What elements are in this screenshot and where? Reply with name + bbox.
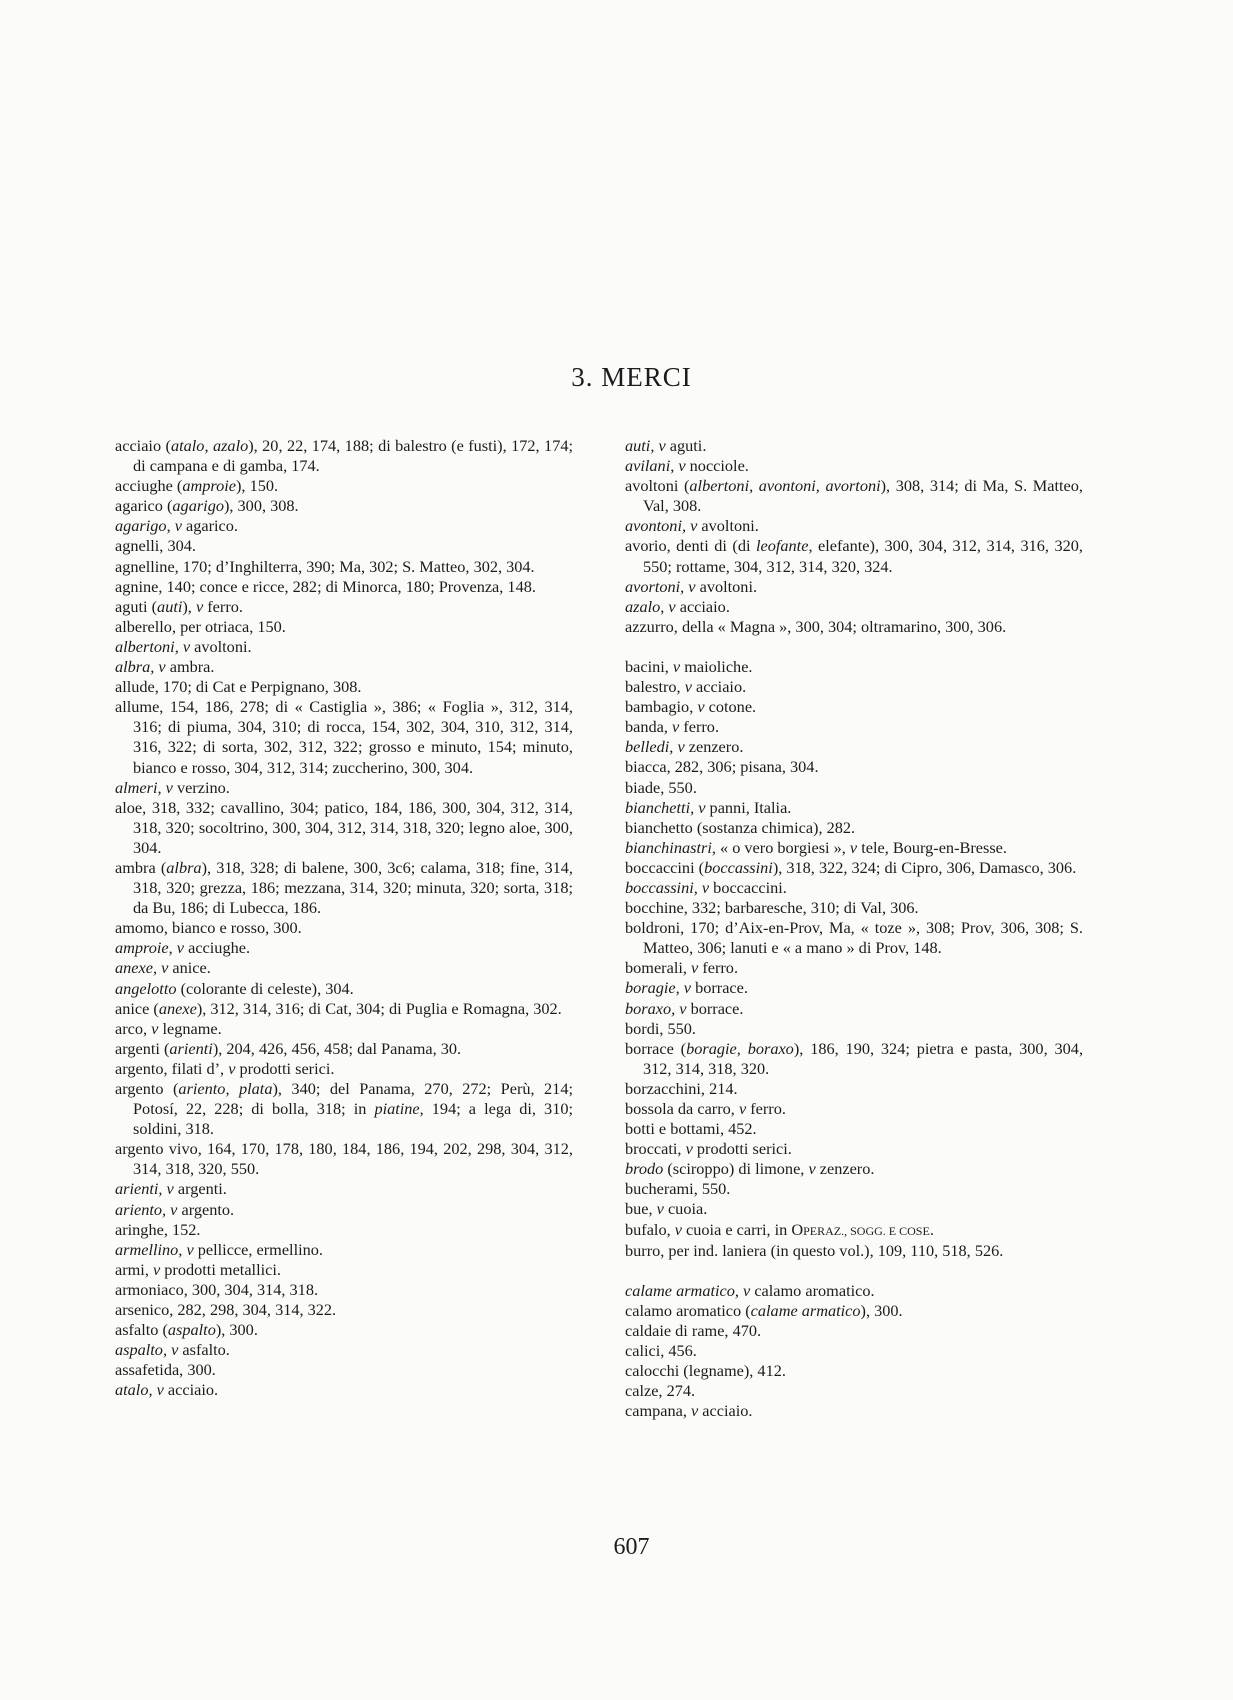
index-entry: biacca, 282, 306; pisana, 304. — [625, 757, 819, 777]
index-entry: arco, v legname. — [115, 1018, 222, 1038]
index-entry: calze, 274. — [625, 1381, 696, 1401]
index-entry: bocchine, 332; barbaresche, 310; di Val, 306. — [625, 898, 919, 918]
index-entry: almeri, v verzino. — [115, 777, 230, 797]
index-entry: argento, filati d’, v prodotti serici. — [115, 1058, 335, 1078]
index-entry: burro, per ind. laniera (in questo vol.), 109, 110, 518, 526. — [625, 1240, 1004, 1260]
index-entry: agnelline, 170; d’Inghilterra, 390; Ma, 302; S. Matteo, 302, 304. — [115, 556, 535, 576]
index-entry: caldaie di rame, 470. — [625, 1320, 762, 1340]
page-number: 607 — [613, 1534, 650, 1560]
index-entry: botti e bottami, 452. — [625, 1119, 757, 1139]
index-entry: allude, 170; di Cat e Perpignano, 308. — [115, 677, 362, 697]
index-entry: bue, v cuoia. — [625, 1199, 708, 1219]
index-entry: calame armatico, v calamo aromatico. — [625, 1280, 875, 1300]
index-entry: campana, v acciaio. — [625, 1401, 753, 1421]
index-entry: bossola da carro, v ferro. — [625, 1099, 786, 1118]
index-entry: armoniaco, 300, 304, 314, 318. — [115, 1279, 319, 1299]
index-entry: albra, v ambra. — [115, 657, 215, 677]
index-entry: bomerali, v ferro. — [625, 958, 739, 978]
index-entry: assafetida, 300. — [115, 1360, 216, 1380]
index-entry: arienti, v argenti. — [115, 1179, 227, 1199]
index-entry: bordi, 550. — [625, 1018, 696, 1038]
index-entry: agnine, 140; conce e ricce, 282; di Minorca, 180; Provenza, 148. — [115, 576, 536, 596]
index-entry: allume, 154, 186, 278; di « Castiglia », 386; « Foglia », 312, 314, 316; di piuma, 304, 310; di rocca, 154, 302, 304, 310, 312, 314, 316, 322; di sorta, 302, 312, 322; grosso e minuto, 154; minuto, bianco e rosso, 304, 312, 314; zuccherino, 300, 304. — [115, 697, 573, 777]
index-entry: auti, v aguti. — [625, 436, 707, 455]
index-column-left — [115, 436, 573, 1401]
index-entry: atalo, v acciaio. — [115, 1380, 219, 1400]
index-entry: ariento, v argento. — [115, 1199, 235, 1219]
index-entry: avortoni, v avoltoni. — [625, 576, 758, 596]
index-entry: bacini, v maioliche. — [625, 656, 753, 676]
index-entry: calocchi (legname), 412. — [625, 1361, 786, 1381]
index-entry: azzurro, della « Magna », 300, 304; oltramarino, 300, 306. — [625, 616, 1007, 636]
index-entry: bambagio, v cotone. — [625, 697, 757, 717]
index-entry: argenti (arienti), 204, 426, 456, 458; dal Panama, 30. — [115, 1038, 462, 1058]
index-entry: boldroni, 170; d’Aix-en-Prov, Ma, « toze », 308; Prov, 306, 308; S. Matteo, 306; lanuti e « a mano » di Prov, 148. — [625, 918, 1083, 958]
index-entry: bianchinastri, « o vero borgiesi », v tele, Bourg-en-Bresse. — [625, 837, 1007, 857]
index-entry: argento (ariento, plata), 340; del Panama, 270, 272; Perù, 214; Potosí, 22, 228; di bolla, 318; in piatine, 194; a lega di, 310; soldini, 318. — [115, 1079, 574, 1139]
index-entry: calici, 456. — [625, 1341, 697, 1361]
index-entry: armellino, v pellicce, ermellino. — [115, 1239, 323, 1259]
index-entry: brodo (sciroppo) di limone, v zenzero. — [625, 1159, 875, 1179]
index-entry: agarico (agarigo), 300, 308. — [115, 496, 299, 516]
index-entry: aspalto, v asfalto. — [115, 1340, 230, 1360]
index-entry: biade, 550. — [625, 777, 697, 797]
index-entry: bucherami, 550. — [625, 1179, 731, 1199]
index-entry: bianchetto (sostanza chimica), 282. — [625, 817, 856, 837]
index-entry: agnelli, 304. — [115, 536, 196, 556]
index-entry: angelotto (colorante di celeste), 304. — [115, 978, 354, 998]
index-entry: avorio, denti di (di leofante, elefante), 300, 304, 312, 314, 316, 320, 550; rottame, 304, 312, 314, 320, 324. — [625, 536, 1083, 576]
index-entry: banda, v ferro. — [625, 717, 720, 737]
letter-group-gap — [625, 637, 1083, 657]
index-entry: boraxo, v borrace. — [625, 998, 744, 1018]
index-entry: bianchetti, v panni, Italia. — [625, 797, 792, 817]
index-entry: alberello, per otriaca, 150. — [115, 616, 286, 636]
index-entry: azalo, v acciaio. — [625, 596, 730, 616]
index-entry: boccassini, v boccaccini. — [625, 877, 787, 897]
section-heading: 3. MERCI — [571, 362, 692, 392]
index-entry: amomo, bianco e rosso, 300. — [115, 918, 302, 938]
index-entry: acciughe (amproie), 150. — [115, 476, 279, 496]
index-entry: aloe, 318, 332; cavallino, 304; patico, 184, 186, 300, 304, 312, 314, 318, 320; socoltrino, 300, 304, 312, 314, 318, 320; legno aloe, 300, 304. — [115, 797, 573, 857]
index-entry: acciaio (atalo, azalo), 20, 22, 174, 188; di balestro (e fusti), 172, 174; di campana e di gamba, 174. — [115, 436, 573, 476]
index-entry: balestro, v acciaio. — [625, 677, 747, 697]
index-entry: albertoni, v avoltoni. — [115, 636, 252, 656]
index-entry: ambra (albra), 318, 328; di balene, 300, 3c6; calama, 318; fine, 314, 318, 320; grezza, 186; mezzana, 314, 320; minuta, 320; sorta, 318; da Bu, 186; di Lubecca, 186. — [115, 857, 574, 918]
index-entry: aguti (auti), v ferro. — [115, 596, 243, 616]
letter-group-gap — [625, 1261, 1083, 1281]
index-entry: avontoni, v avoltoni. — [625, 516, 759, 536]
index-entry: borzacchini, 214. — [625, 1078, 738, 1098]
index-entry: borrace (boragie, boraxo), 186, 190, 324; pietra e pasta, 300, 304, 312, 314, 318, 320. — [625, 1038, 1084, 1078]
index-entry: anexe, v anice. — [115, 958, 211, 978]
index-entry: bufalo, v cuoia e carri, in OPERAZ., SOGG. E COSE. — [625, 1219, 934, 1239]
index-entry: argento vivo, 164, 170, 178, 180, 184, 186, 194, 202, 298, 304, 312, 314, 318, 320, 550. — [115, 1139, 573, 1179]
index-entry: broccati, v prodotti serici. — [625, 1139, 792, 1159]
index-entry: boccaccini (boccassini), 318, 322, 324; di Cipro, 306, Damasco, 306. — [625, 857, 1077, 877]
index-entry: avilani, v nocciole. — [625, 456, 749, 476]
index-column-right — [625, 436, 1083, 1421]
index-entry: boragie, v borrace. — [625, 978, 748, 998]
index-entry: aringhe, 152. — [115, 1219, 201, 1239]
index-entry: avoltoni (albertoni, avontoni, avortoni), 308, 314; di Ma, S. Matteo, Val, 308. — [625, 476, 1083, 516]
index-entry: agarigo, v agarico. — [115, 516, 238, 536]
index-entry: calamo aromatico (calame armatico), 300. — [625, 1300, 903, 1320]
index-entry: amproie, v acciughe. — [115, 938, 251, 958]
index-entry: anice (anexe), 312, 314, 316; di Cat, 304; di Puglia e Romagna, 302. — [115, 998, 562, 1018]
index-entry: belledi, v zenzero. — [625, 737, 744, 757]
index-entry: asfalto (aspalto), 300. — [115, 1320, 258, 1340]
index-entry: arsenico, 282, 298, 304, 314, 322. — [115, 1300, 337, 1320]
index-entry: armi, v prodotti metallici. — [115, 1259, 281, 1279]
